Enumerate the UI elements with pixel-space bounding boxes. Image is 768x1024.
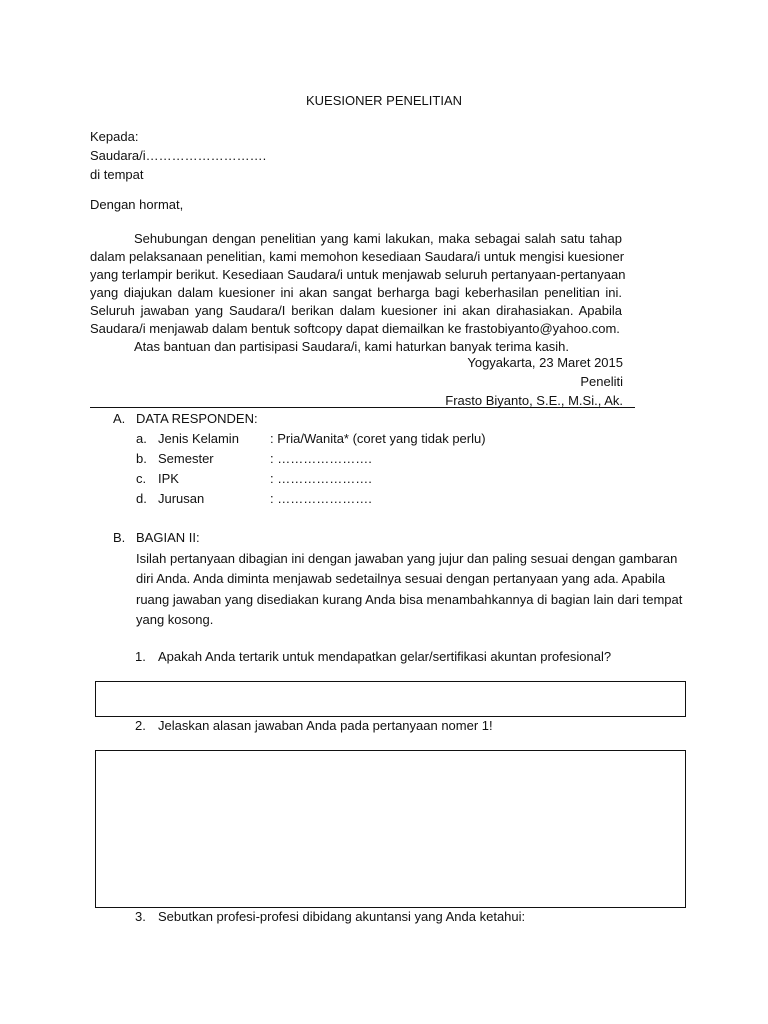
section-b-instruction-line: yang kosong. bbox=[136, 612, 214, 627]
greeting: Dengan hormat, bbox=[90, 197, 184, 212]
field-value-semester[interactable]: : …………………. bbox=[270, 451, 372, 466]
field-marker: a. bbox=[136, 431, 147, 446]
field-value-ipk[interactable]: : …………………. bbox=[270, 471, 372, 486]
intro-line: yang diajukan dalam kuesioner ini akan sangat berharga bagi keberhasilan penelitian ini. bbox=[90, 285, 622, 300]
signature-block bbox=[445, 353, 623, 410]
signature-place-date: Yogyakarta, 23 Maret 2015 bbox=[467, 355, 623, 370]
question-text: Jelaskan alasan jawaban Anda pada pertanyaan nomer 1! bbox=[158, 718, 493, 733]
field-value-gender[interactable]: : Pria/Wanita* (coret yang tidak perlu) bbox=[270, 431, 486, 446]
address-to: Kepada: bbox=[90, 129, 139, 144]
field-label-major: Jurusan bbox=[158, 491, 205, 506]
answer-box-2[interactable] bbox=[95, 750, 686, 908]
field-marker: c. bbox=[136, 471, 147, 486]
field-label-semester: Semester bbox=[158, 451, 214, 466]
field-label-ipk: IPK bbox=[158, 471, 179, 486]
field-marker: b. bbox=[136, 451, 147, 466]
question-text: Apakah Anda tertarik untuk mendapatkan gelar/sertifikasi akuntan profesional? bbox=[158, 649, 612, 664]
closing-line: Atas bantuan dan partisipasi Saudara/i, kami haturkan banyak terima kasih. bbox=[134, 339, 570, 354]
answer-box-1[interactable] bbox=[95, 681, 686, 717]
intro-line: Seluruh jawaban yang Saudara/I berikan dalam kuesioner ini akan dirahasiakan. Apabila bbox=[90, 303, 622, 318]
signature-name: Frasto Biyanto, S.E., M.Si., Ak. bbox=[445, 393, 623, 408]
address-recipient: Saudara/i………………………. bbox=[90, 148, 267, 163]
section-b-instruction-line: ruang jawaban yang disediakan kurang Anda bisa menambahkannya di bagian lain dari tempat bbox=[136, 591, 683, 607]
address-place: di tempat bbox=[90, 167, 144, 182]
question-number: 2. bbox=[135, 718, 146, 733]
question-number: 3. bbox=[135, 909, 146, 924]
divider-line bbox=[90, 407, 635, 408]
address-block bbox=[90, 127, 266, 184]
question-text: Sebutkan profesi-profesi dibidang akuntansi yang Anda ketahui: bbox=[158, 909, 526, 924]
section-a-marker: A. bbox=[113, 411, 126, 426]
intro-line: yang terlampir berikut. Kesediaan Saudara/i untuk menjawab seluruh pertanyaan-pertanyaan bbox=[90, 267, 626, 282]
field-label-gender: Jenis Kelamin bbox=[158, 431, 239, 446]
question-number: 1. bbox=[135, 649, 146, 664]
field-value-major[interactable]: : …………………. bbox=[270, 491, 372, 506]
field-marker: d. bbox=[136, 491, 147, 506]
question-2 bbox=[135, 718, 493, 733]
intro-paragraph bbox=[90, 230, 626, 356]
section-b-marker: B. bbox=[113, 530, 126, 545]
intro-line: dalam pelaksanaan penelitian, kami memohon kesediaan Saudara/i untuk mengisi kuesioner bbox=[90, 249, 625, 264]
intro-line: Sehubungan dengan penelitian yang kami lakukan, maka sebagai salah satu tahap bbox=[134, 231, 622, 246]
document-title: KUESIONER PENELITIAN bbox=[305, 93, 463, 108]
section-b-instruction-line: Isilah pertanyaan dibagian ini dengan jawaban yang jujur dan paling sesuai dengan gambaran bbox=[136, 550, 678, 566]
question-1 bbox=[135, 649, 611, 664]
section-b-instruction-line: diri Anda. Anda diminta menjawab sedetailnya sesuai dengan pertanyaan yang ada. Apabila bbox=[136, 571, 666, 586]
section-b-body bbox=[136, 528, 683, 631]
section-b-heading: BAGIAN II: bbox=[136, 530, 200, 545]
question-3 bbox=[135, 909, 525, 924]
intro-line: Saudara/i menjawab dalam bentuk softcopy dapat diemailkan ke frastobiyanto@yahoo.com. bbox=[90, 321, 620, 336]
section-a-heading: DATA RESPONDEN: bbox=[136, 411, 258, 426]
signature-role: Peneliti bbox=[580, 374, 623, 389]
